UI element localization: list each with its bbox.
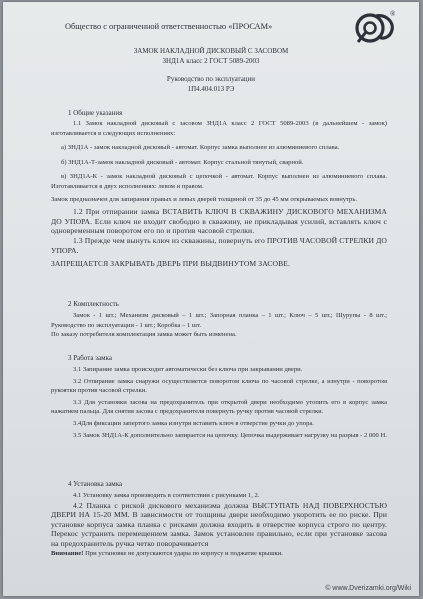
model-line: ЗНД1А класс 2 ГОСТ 5089-2003 <box>162 57 260 65</box>
paragraph-3-1: 3.1 Запирание замка происходит автоматически без ключа при закрывании двери. <box>73 366 303 373</box>
section-1-body <box>51 119 387 269</box>
paragraph-3-2: 3.2 Отпирание замка снаружи осуществляется поворотом ключа по часовой стрелке, а изнутри - поворотом рукоятки против часовой стрелки. <box>51 377 387 395</box>
document-page <box>3 2 419 596</box>
attention-line <box>51 549 387 559</box>
paragraph-3-5: 3.5 Замок ЗНД1А-К дополнительно запирается на цепочку. Цепочка выдерживает нагрузку на разрыв - 2 000 Н. <box>73 431 387 439</box>
warning-text: ЗАПРЕЩАЕТСЯ ЗАКРЫВАТЬ ДВЕРЬ ПРИ ВЫДВИНУТОМ ЗАСОВЕ. <box>51 259 291 269</box>
paragraph-3-3: 3.3 Для установки засова на предохранитель при открытой двери необходимо утопить его в корпус замка нажатием пальца. Для снятия засова с предохранителя повернуть ручку против часовой стрелки. <box>51 398 387 416</box>
item-b: б) ЗНД1А-Т-замок накладной дисковый - автомат. Корпус стальной тянутый, сварной. <box>61 158 304 166</box>
kit-list: Замок - 1 шт.; Механизм дисковый – 1 шт.; Запорная планка – 1 шт.; Ключ – 5 шт.; Шурупы - 8 шт.; Руководство по эксплуатации - 1 шт.; Коробка – 1 шт. <box>51 312 387 329</box>
watermark: © www.Dverizamki.org/Wiki <box>325 585 411 592</box>
kit-note: По заказу потребителя комплектация замка может быть изменена. <box>51 331 237 339</box>
paragraph-1-3: 1.3 Прежде чем вынуть ключ из скважины, повернуть его ПРОТИВ ЧАСОВОЙ СТРЕЛКИ ДО УПОРА. <box>51 235 387 255</box>
manual-title: Руководство по эксплуатации <box>166 75 256 83</box>
item-a: а) ЗНД1А - замок накладной дисковый - автомат. Корпус замка выполнен из алюминиевого сплава. <box>61 144 340 152</box>
paragraph-4-2: 4.2 Планка с риской дискового механизма должна ВЫСТУПАТЬ НАД ПОВЕРХНОСТЬЮ ДВЕРИ НА 15-20 ММ. В зависимости от толщины двери необходимо укоротить ее по риске. При установке корпуса замка планка с рисками должна входить в отверстие корпуса строго по центру. Перекос устранить перемещением замка. Замок установлен правильно, если при установке засова на предохранитель ручка четко поворачивается <box>51 500 387 548</box>
section-2-body <box>51 311 387 340</box>
prosam-logo-icon <box>352 8 396 48</box>
section-3-body <box>51 365 387 440</box>
attention-text: При установке не допускаются удары по корпусу и поджатие крышки. <box>83 549 283 557</box>
document-title: ЗАМОК НАКЛАДНОЙ ДИСКОВЫЙ С ЗАСОВОМ <box>133 47 289 55</box>
section-4-body <box>51 491 387 558</box>
section-3-heading: 3 Работа замка <box>68 354 112 362</box>
purpose-text: Замок предназначен для запирания правых и левых дверей толщиной от 35 до 45 мм открываемых вовнутрь. <box>51 195 358 203</box>
manual-code: 1П4.404.013 РЭ <box>187 85 235 93</box>
company-name: Общество с ограниченной ответственностью «ПРОСАМ» <box>65 22 273 31</box>
section-4-heading: 4 Установка замка <box>68 480 123 488</box>
section-2-heading: 2 Комплектность <box>68 300 119 308</box>
paragraph-1-2: 1.2 При отпирании замка ВСТАВИТЬ КЛЮЧ В СКВАЖИНУ ДИСКОВОГО МЕХАНИЗМА ДО УПОРА. Если ключ не входит свободно в скважину, не прикладывая усилий, вставлять ключ с одновременным поворотом его по и против часовой стрелки. <box>51 207 387 236</box>
registered-mark: ® <box>390 10 396 18</box>
item-v: в) ЗНД1А-К - замок накладной дисковый с цепочкой - автомат. Корпус выполнен из алюминиевого сплава. Изготавливается в двух исполнениях: левом и правом. <box>51 173 387 190</box>
paragraph-4-1: 4.1 Установку замка производить в соответствии с рисунками 1, 2. <box>73 492 260 499</box>
paragraph-3-4: 3.4Для фиксации запертого замка изнутри вставить ключ в отверстие ручки до упора. <box>73 419 314 427</box>
attention-label: Внимание! <box>51 549 84 557</box>
section-1-heading: 1 Общие указания <box>68 109 123 117</box>
paragraph-1-1: 1.1 Замок накладной дисковый с засовом ЗНД1А класс 2 ГОСТ 5089-2003 (в дальнейшем - замок) изготавливается в следующих исполнениях: <box>51 120 387 137</box>
